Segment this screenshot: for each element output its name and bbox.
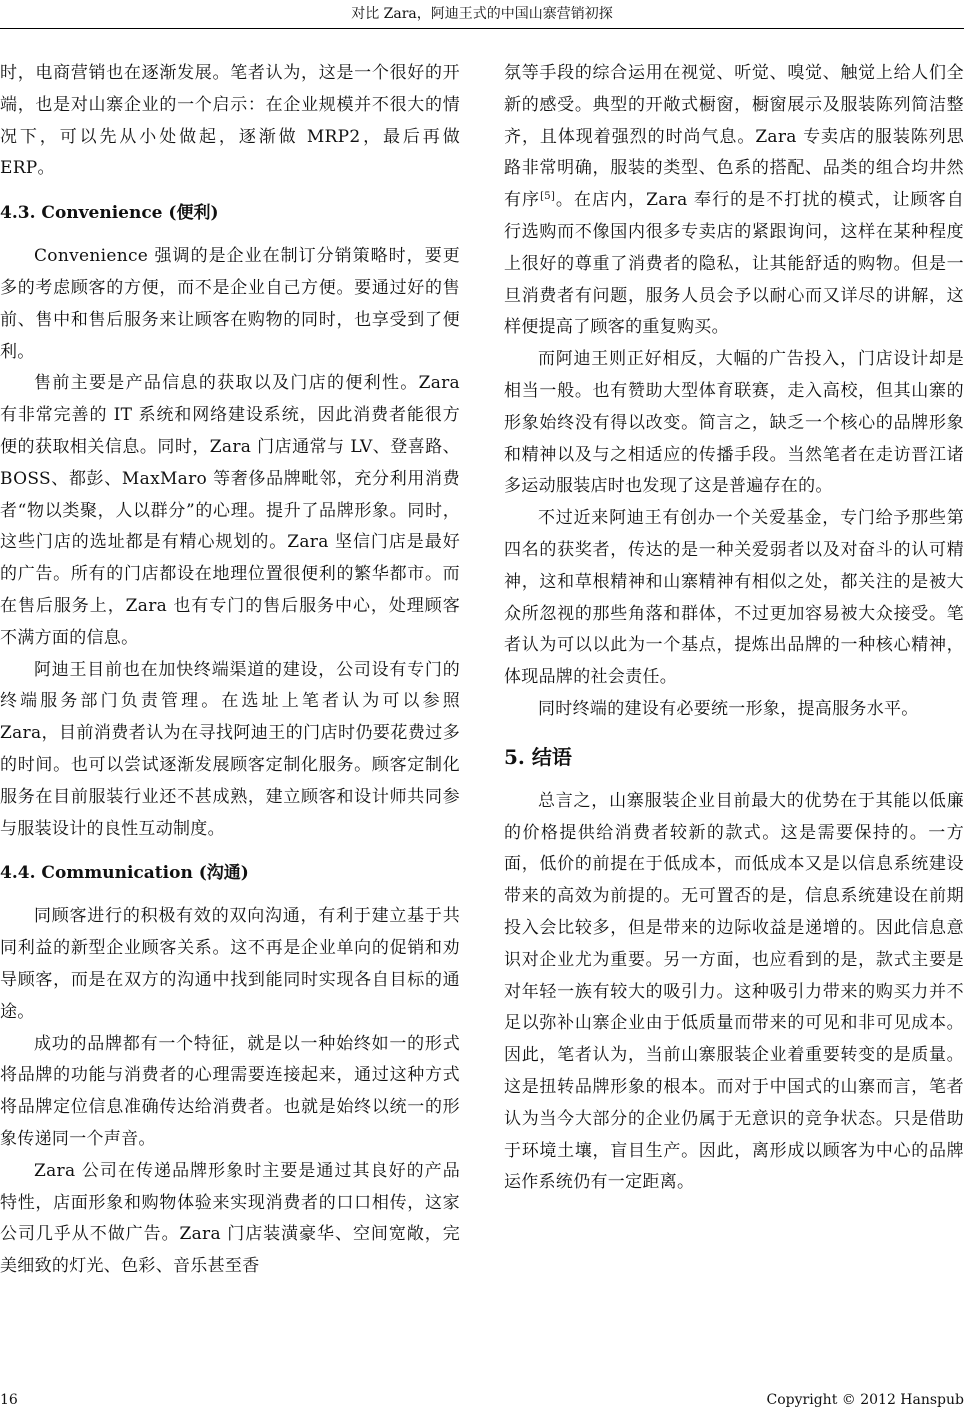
section-heading-4-3: 4.3. Convenience (便利): [0, 203, 219, 224]
paragraph-continuation: [504, 58, 964, 344]
paragraph-text: 氛等手段的综合运用在视觉、听觉、嗅觉、触觉上给人们全新的感受。典型的开敞式橱窗，橱窗展示及服装陈列简洁整齐，且体现着强烈的时尚气息。Zara 专卖店的服装陈列思路非常明确，服装的类型、色系的搭配、品类的组合均井然有序: [504, 63, 964, 211]
copyright-notice: Copyright © 2012 Hanspub: [766, 1392, 964, 1408]
paragraph: 总言之，山寨服装企业目前最大的优势在于其能以低廉的价格提供给消费者较新的款式。这是需要保持的。一方面，低价的前提在于低成本，而低成本又是以信息系统建设带来的高效为前提的。无可置否的是，信息系统建设在前期投入会比较多，但是带来的边际收益是递增的。因此信息意识对企业尤为重要。另一方面，也应看到的是，款式主要是对年轻一族有较大的吸引力。这种吸引力带来的购买力并不足以弥补山寨企业由于低质量而带来的可见和非可见成本。因此，笔者认为，当前山寨服装企业着重要转变的是质量。这是扭转品牌形象的根本。而对于中国式的山寨而言，笔者认为当今大部分的企业仍属于无意识的竞争状态。只是借助于环境土壤，盲目生产。因此，离形成以顾客为中心的品牌运作系统仍有一定距离。: [504, 790, 964, 1193]
left-column: [0, 58, 460, 1283]
paragraph: 售前主要是产品信息的获取以及门店的便利性。Zara 有非常完善的 IT 系统和网络建设系统，因此消费者能很方便的获取相关信息。同时，Zara 门店通常与 LV、登喜路、BOSS、都彭、MaxMaro 等奢侈品牌毗邻，充分利用消费者“物以类聚，人以群分”的心理。提升了品牌形象。同时，这些门店的选址都是有精心规划的。Zara 坚信门店是最好的广告。所有的门店都设在地理位置很便利的繁华都市。而在售后服务上，Zara 也有专门的售后服务中心，处理顾客不满方面的信息。: [0, 373, 460, 648]
section-heading-5: 5. 结语: [504, 744, 572, 769]
paragraph: Zara 公司在传递品牌形象时主要是通过其良好的产品特性，店面形象和购物体验来实现消费者的口口相传，这家公司几乎从不做广告。Zara 门店装潢豪华、空间宽敞，完美细致的灯光、色彩、音乐甚至香: [0, 1160, 460, 1277]
paragraph: 同时终端的建设有必要统一形象，提高服务水平。: [538, 698, 919, 719]
paragraph: 阿迪王目前也在加快终端渠道的建设，公司设有专门的终端服务部门负责管理。在选址上笔者认为可以参照 Zara，目前消费者认为在寻找阿迪王的门店时仍要花费过多的时间。也可以尝试逐渐发展顾客定制化服务。顾客定制化服务在目前服装行业还不甚成熟，建立顾客和设计师共同参与服装设计的良性互动制度。: [0, 659, 460, 839]
citation-reference: [5]: [540, 191, 556, 203]
paragraph: 而阿迪王则正好相反，大幅的广告投入，门店设计却是相当一般。也有赞助大型体育联赛，走入高校，但其山寨的形象始终没有得以改变。简言之，缺乏一个核心的品牌形象和精神以及与之相适应的传播手段。当然笔者在走访晋江诸多运动服装店时也发现了这是普遍存在的。: [504, 349, 964, 497]
paragraph: 不过近来阿迪王有创办一个关爱基金，专门给予那些第四名的获奖者，传达的是一种关爱弱者以及对奋斗的认可精神，这和草根精神和山寨精神有相似之处，都关注的是被大众所忽视的那些角落和群体，不过更加容易被大众接受。笔者认为可以以此为一个基点，提炼出品牌的一种核心精神，体现品牌的社会责任。: [504, 508, 964, 688]
paragraph-continuation: 时，电商营销也在逐渐发展。笔者认为，这是一个很好的开端，也是对山寨企业的一个启示：在企业规模并不很大的情况下，可以先从小处做起，逐渐做 MRP2，最后再做 ERP。: [0, 63, 460, 179]
right-column: [504, 58, 964, 1199]
paragraph: 成功的品牌都有一个特征，就是以一种始终如一的形式将品牌的功能与消费者的心理需要连接起来，通过这种方式将品牌定位信息准确传达给消费者。也就是始终以统一的形象传递同一个声音。: [0, 1033, 460, 1149]
header-rule: [0, 28, 964, 29]
paragraph: Convenience 强调的是企业在制订分销策略时，要更多的考虑顾客的方便，而不是企业自己方便。要通过好的售前、售中和售后服务来让顾客在购物的同时，也享受到了便利。: [0, 246, 460, 362]
running-header: 对比 Zara，阿迪王式的中国山寨营销初探: [351, 6, 613, 22]
paragraph: 同顾客进行的积极有效的双向沟通，有利于建立基于共同利益的新型企业顾客关系。这不再是企业单向的促销和劝导顾客，而是在双方的沟通中找到能同时实现各自目标的通途。: [0, 906, 460, 1022]
paragraph-text: 。在店内，Zara 奉行的是不打扰的模式，让顾客自行选购而不像国内很多专卖店的紧跟询问，这样在某种程度上很好的尊重了消费者的隐私，让其能舒适的购物。但是一旦消费者有问题，服务人员会予以耐心而又详尽的讲解，这样便提高了顾客的重复购买。: [504, 190, 964, 338]
section-heading-4-4: 4.4. Communication (沟通): [0, 863, 249, 884]
page-number: 16: [0, 1392, 18, 1408]
